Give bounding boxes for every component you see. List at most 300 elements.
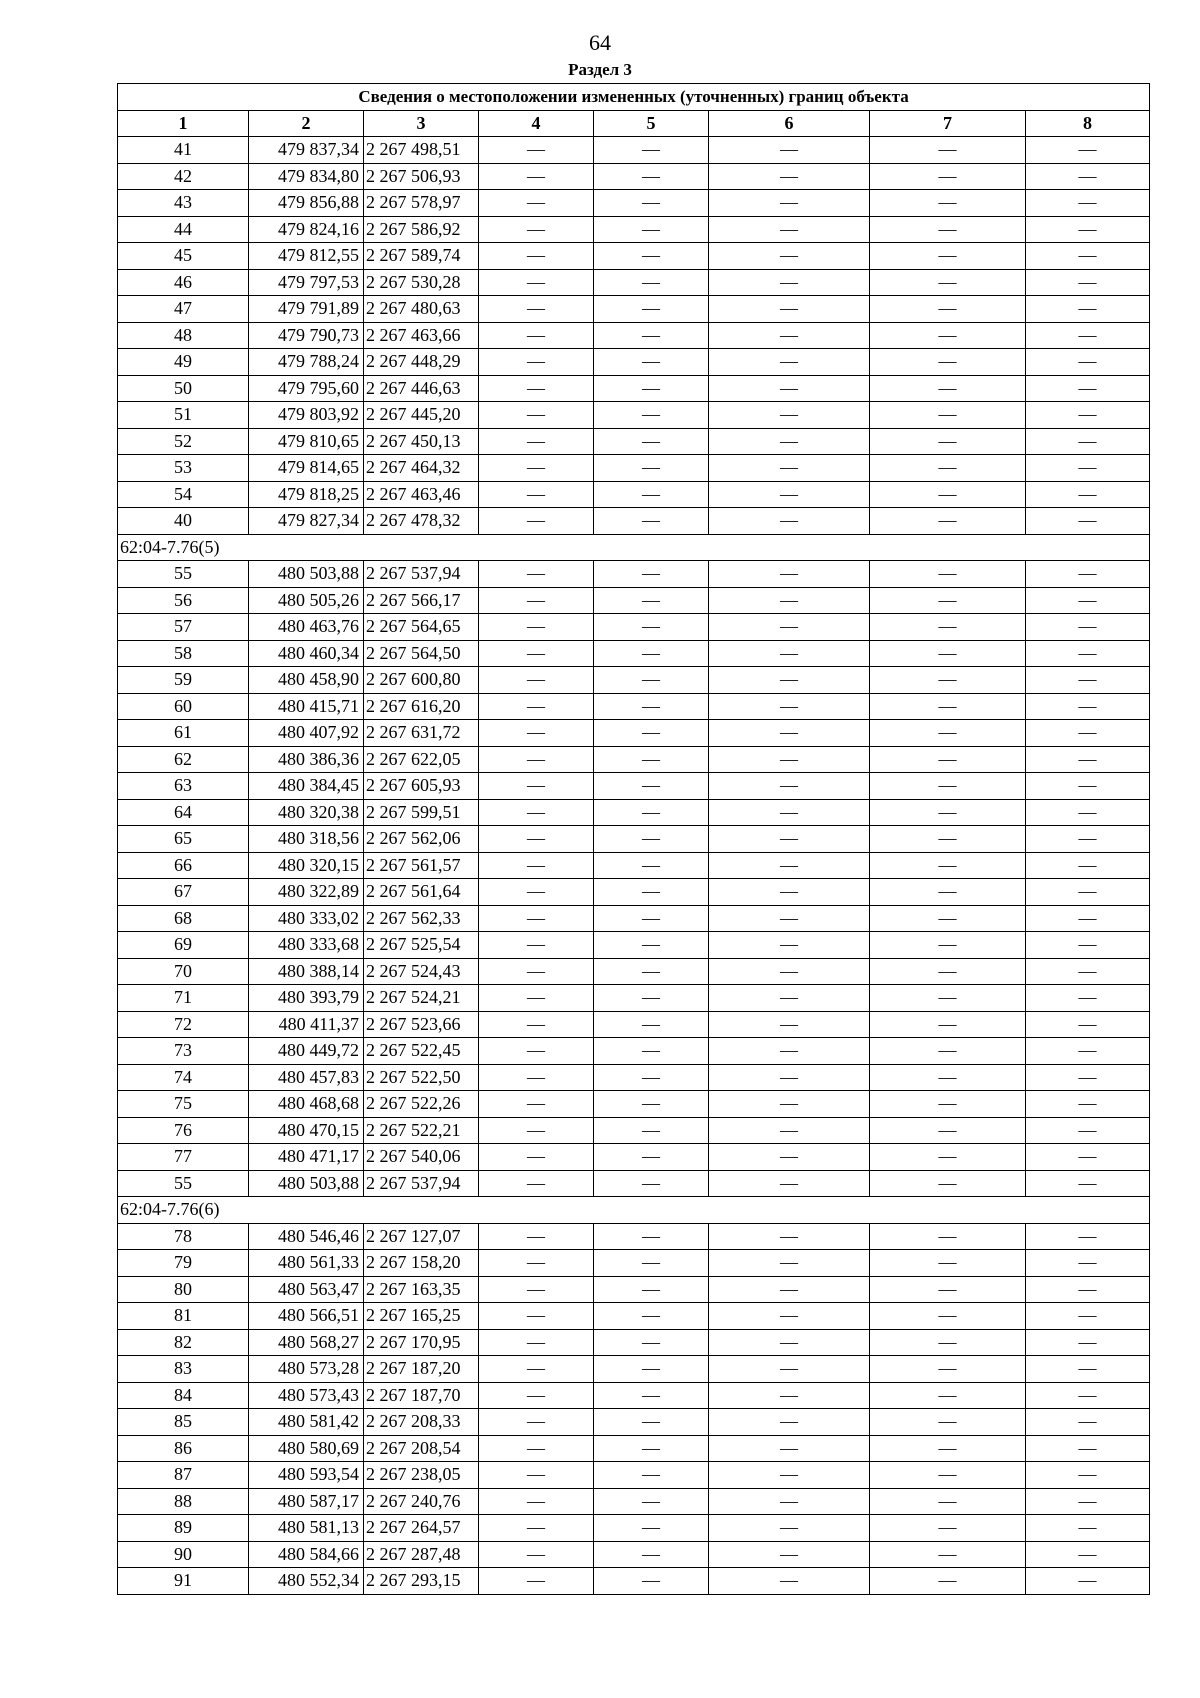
point-number: 74: [118, 1064, 249, 1091]
table-row: [118, 1303, 1150, 1330]
column-header: 4: [479, 110, 594, 137]
empty-value-dash: —: [709, 879, 870, 906]
empty-value-dash: —: [479, 1144, 594, 1171]
table-row: [118, 1250, 1150, 1277]
x-coordinate: 480 573,28: [249, 1356, 364, 1383]
x-coordinate: 480 584,66: [249, 1541, 364, 1568]
y-coordinate: 2 267 464,32: [364, 455, 479, 482]
point-number: 61: [118, 720, 249, 747]
table-row: [118, 349, 1150, 376]
empty-value-dash: —: [594, 720, 709, 747]
empty-value-dash: —: [594, 216, 709, 243]
empty-value-dash: —: [594, 1462, 709, 1489]
empty-value-dash: —: [1026, 508, 1150, 535]
group-header-row: [118, 1197, 1150, 1224]
empty-value-dash: —: [870, 375, 1026, 402]
y-coordinate: 2 267 564,65: [364, 614, 479, 641]
y-coordinate: 2 267 522,50: [364, 1064, 479, 1091]
x-coordinate: 480 333,02: [249, 905, 364, 932]
empty-value-dash: —: [594, 1064, 709, 1091]
empty-value-dash: —: [870, 826, 1026, 853]
empty-value-dash: —: [479, 614, 594, 641]
x-coordinate: 479 797,53: [249, 269, 364, 296]
empty-value-dash: —: [1026, 985, 1150, 1012]
empty-value-dash: —: [479, 1303, 594, 1330]
empty-value-dash: —: [709, 905, 870, 932]
empty-value-dash: —: [1026, 1515, 1150, 1542]
empty-value-dash: —: [594, 905, 709, 932]
x-coordinate: 480 333,68: [249, 932, 364, 959]
point-number: 52: [118, 428, 249, 455]
empty-value-dash: —: [870, 1038, 1026, 1065]
table-row: [118, 428, 1150, 455]
x-coordinate: 480 460,34: [249, 640, 364, 667]
table-row: [118, 587, 1150, 614]
empty-value-dash: —: [1026, 1541, 1150, 1568]
empty-value-dash: —: [594, 1435, 709, 1462]
empty-value-dash: —: [594, 428, 709, 455]
table-row: [118, 216, 1150, 243]
table-row: [118, 1038, 1150, 1065]
coordinates-table: [117, 83, 1150, 1595]
empty-value-dash: —: [594, 349, 709, 376]
empty-value-dash: —: [479, 879, 594, 906]
x-coordinate: 479 788,24: [249, 349, 364, 376]
empty-value-dash: —: [1026, 958, 1150, 985]
empty-value-dash: —: [594, 852, 709, 879]
empty-value-dash: —: [870, 1276, 1026, 1303]
y-coordinate: 2 267 599,51: [364, 799, 479, 826]
empty-value-dash: —: [479, 693, 594, 720]
page-number: 64: [589, 30, 611, 55]
empty-value-dash: —: [870, 163, 1026, 190]
empty-value-dash: —: [709, 508, 870, 535]
empty-value-dash: —: [870, 879, 1026, 906]
x-coordinate: 480 587,17: [249, 1488, 364, 1515]
empty-value-dash: —: [709, 1170, 870, 1197]
table-row: [118, 561, 1150, 588]
empty-value-dash: —: [594, 1382, 709, 1409]
empty-value-dash: —: [1026, 1568, 1150, 1595]
empty-value-dash: —: [594, 402, 709, 429]
table-row: [118, 269, 1150, 296]
point-number: 66: [118, 852, 249, 879]
y-coordinate: 2 267 264,57: [364, 1515, 479, 1542]
empty-value-dash: —: [709, 428, 870, 455]
point-number: 56: [118, 587, 249, 614]
empty-value-dash: —: [709, 1382, 870, 1409]
empty-value-dash: —: [870, 322, 1026, 349]
empty-value-dash: —: [1026, 1488, 1150, 1515]
empty-value-dash: —: [709, 1515, 870, 1542]
point-number: 76: [118, 1117, 249, 1144]
table-row: [118, 1011, 1150, 1038]
x-coordinate: 480 552,34: [249, 1568, 364, 1595]
empty-value-dash: —: [479, 1250, 594, 1277]
y-coordinate: 2 267 562,33: [364, 905, 479, 932]
empty-value-dash: —: [709, 958, 870, 985]
empty-value-dash: —: [870, 269, 1026, 296]
empty-value-dash: —: [870, 693, 1026, 720]
empty-value-dash: —: [594, 1011, 709, 1038]
x-coordinate: 480 393,79: [249, 985, 364, 1012]
empty-value-dash: —: [479, 1382, 594, 1409]
x-coordinate: 480 320,15: [249, 852, 364, 879]
empty-value-dash: —: [479, 402, 594, 429]
y-coordinate: 2 267 540,06: [364, 1144, 479, 1171]
empty-value-dash: —: [709, 1541, 870, 1568]
table-row: [118, 773, 1150, 800]
point-number: 77: [118, 1144, 249, 1171]
x-coordinate: 480 546,46: [249, 1223, 364, 1250]
point-number: 50: [118, 375, 249, 402]
empty-value-dash: —: [479, 216, 594, 243]
y-coordinate: 2 267 446,63: [364, 375, 479, 402]
x-coordinate: 480 318,56: [249, 826, 364, 853]
empty-value-dash: —: [479, 269, 594, 296]
empty-value-dash: —: [594, 746, 709, 773]
table-row: [118, 1541, 1150, 1568]
empty-value-dash: —: [870, 349, 1026, 376]
y-coordinate: 2 267 578,97: [364, 190, 479, 217]
point-number: 55: [118, 1170, 249, 1197]
empty-value-dash: —: [479, 455, 594, 482]
point-number: 54: [118, 481, 249, 508]
empty-value-dash: —: [1026, 587, 1150, 614]
empty-value-dash: —: [479, 1568, 594, 1595]
empty-value-dash: —: [870, 1541, 1026, 1568]
empty-value-dash: —: [594, 1170, 709, 1197]
empty-value-dash: —: [870, 932, 1026, 959]
empty-value-dash: —: [594, 508, 709, 535]
y-coordinate: 2 267 600,80: [364, 667, 479, 694]
table-row: [118, 1409, 1150, 1436]
empty-value-dash: —: [594, 1250, 709, 1277]
x-coordinate: 480 471,17: [249, 1144, 364, 1171]
empty-value-dash: —: [479, 1170, 594, 1197]
x-coordinate: 480 415,71: [249, 693, 364, 720]
table-row: [118, 1356, 1150, 1383]
section-title: Раздел 3: [568, 60, 632, 79]
empty-value-dash: —: [594, 1568, 709, 1595]
parcel-number: 62:04-7.76(6): [118, 1197, 1150, 1224]
y-coordinate: 2 267 589,74: [364, 243, 479, 270]
table-row: [118, 1170, 1150, 1197]
empty-value-dash: —: [479, 1117, 594, 1144]
empty-value-dash: —: [594, 958, 709, 985]
point-number: 71: [118, 985, 249, 1012]
empty-value-dash: —: [709, 985, 870, 1012]
empty-value-dash: —: [594, 879, 709, 906]
empty-value-dash: —: [709, 1409, 870, 1436]
point-number: 85: [118, 1409, 249, 1436]
empty-value-dash: —: [870, 985, 1026, 1012]
table-row: [118, 1276, 1150, 1303]
x-coordinate: 480 573,43: [249, 1382, 364, 1409]
empty-value-dash: —: [870, 481, 1026, 508]
empty-value-dash: —: [479, 1515, 594, 1542]
y-coordinate: 2 267 524,21: [364, 985, 479, 1012]
empty-value-dash: —: [479, 375, 594, 402]
empty-value-dash: —: [870, 296, 1026, 323]
empty-value-dash: —: [1026, 428, 1150, 455]
y-coordinate: 2 267 616,20: [364, 693, 479, 720]
empty-value-dash: —: [709, 1250, 870, 1277]
x-coordinate: 479 791,89: [249, 296, 364, 323]
empty-value-dash: —: [479, 852, 594, 879]
empty-value-dash: —: [1026, 773, 1150, 800]
group-header-row: [118, 534, 1150, 561]
y-coordinate: 2 267 187,20: [364, 1356, 479, 1383]
x-coordinate: 480 463,76: [249, 614, 364, 641]
empty-value-dash: —: [870, 1303, 1026, 1330]
x-coordinate: 480 320,38: [249, 799, 364, 826]
y-coordinate: 2 267 537,94: [364, 1170, 479, 1197]
x-coordinate: 479 814,65: [249, 455, 364, 482]
point-number: 78: [118, 1223, 249, 1250]
x-coordinate: 480 503,88: [249, 1170, 364, 1197]
x-coordinate: 480 593,54: [249, 1462, 364, 1489]
empty-value-dash: —: [1026, 1011, 1150, 1038]
y-coordinate: 2 267 522,21: [364, 1117, 479, 1144]
empty-value-dash: —: [709, 455, 870, 482]
empty-value-dash: —: [870, 1462, 1026, 1489]
y-coordinate: 2 267 478,32: [364, 508, 479, 535]
point-number: 63: [118, 773, 249, 800]
empty-value-dash: —: [479, 1038, 594, 1065]
empty-value-dash: —: [594, 1117, 709, 1144]
empty-value-dash: —: [1026, 1303, 1150, 1330]
x-coordinate: 480 581,42: [249, 1409, 364, 1436]
empty-value-dash: —: [870, 455, 1026, 482]
empty-value-dash: —: [870, 720, 1026, 747]
empty-value-dash: —: [479, 1091, 594, 1118]
point-number: 44: [118, 216, 249, 243]
table-row: [118, 1568, 1150, 1595]
empty-value-dash: —: [479, 137, 594, 164]
empty-value-dash: —: [709, 402, 870, 429]
empty-value-dash: —: [479, 799, 594, 826]
empty-value-dash: —: [479, 428, 594, 455]
empty-value-dash: —: [1026, 720, 1150, 747]
y-coordinate: 2 267 165,25: [364, 1303, 479, 1330]
empty-value-dash: —: [1026, 455, 1150, 482]
empty-value-dash: —: [594, 1303, 709, 1330]
empty-value-dash: —: [870, 1488, 1026, 1515]
empty-value-dash: —: [594, 1409, 709, 1436]
x-coordinate: 480 468,68: [249, 1091, 364, 1118]
empty-value-dash: —: [709, 1091, 870, 1118]
empty-value-dash: —: [1026, 1435, 1150, 1462]
empty-value-dash: —: [479, 481, 594, 508]
empty-value-dash: —: [1026, 1356, 1150, 1383]
empty-value-dash: —: [870, 746, 1026, 773]
table-row: [118, 1488, 1150, 1515]
empty-value-dash: —: [870, 1144, 1026, 1171]
point-number: 82: [118, 1329, 249, 1356]
column-header: 6: [709, 110, 870, 137]
empty-value-dash: —: [479, 1276, 594, 1303]
empty-value-dash: —: [594, 1276, 709, 1303]
empty-value-dash: —: [1026, 1038, 1150, 1065]
empty-value-dash: —: [594, 322, 709, 349]
x-coordinate: 480 561,33: [249, 1250, 364, 1277]
empty-value-dash: —: [594, 826, 709, 853]
x-coordinate: 480 503,88: [249, 561, 364, 588]
empty-value-dash: —: [479, 587, 594, 614]
y-coordinate: 2 267 208,54: [364, 1435, 479, 1462]
x-coordinate: 480 449,72: [249, 1038, 364, 1065]
empty-value-dash: —: [594, 137, 709, 164]
table-row: [118, 693, 1150, 720]
empty-value-dash: —: [1026, 137, 1150, 164]
table-row: [118, 375, 1150, 402]
x-coordinate: 480 581,13: [249, 1515, 364, 1542]
empty-value-dash: —: [1026, 190, 1150, 217]
x-coordinate: 480 505,26: [249, 587, 364, 614]
empty-value-dash: —: [870, 243, 1026, 270]
empty-value-dash: —: [594, 1515, 709, 1542]
empty-value-dash: —: [1026, 693, 1150, 720]
empty-value-dash: —: [870, 587, 1026, 614]
table-row: [118, 508, 1150, 535]
point-number: 43: [118, 190, 249, 217]
point-number: 42: [118, 163, 249, 190]
point-number: 40: [118, 508, 249, 535]
x-coordinate: 479 790,73: [249, 322, 364, 349]
empty-value-dash: —: [709, 296, 870, 323]
point-number: 79: [118, 1250, 249, 1277]
x-coordinate: 480 458,90: [249, 667, 364, 694]
empty-value-dash: —: [1026, 322, 1150, 349]
y-coordinate: 2 267 450,13: [364, 428, 479, 455]
point-number: 91: [118, 1568, 249, 1595]
empty-value-dash: —: [479, 296, 594, 323]
empty-value-dash: —: [1026, 1382, 1150, 1409]
y-coordinate: 2 267 498,51: [364, 137, 479, 164]
x-coordinate: 479 810,65: [249, 428, 364, 455]
empty-value-dash: —: [709, 269, 870, 296]
table-row: [118, 958, 1150, 985]
point-number: 48: [118, 322, 249, 349]
empty-value-dash: —: [870, 1515, 1026, 1542]
x-coordinate: 480 411,37: [249, 1011, 364, 1038]
x-coordinate: 479 827,34: [249, 508, 364, 535]
point-number: 83: [118, 1356, 249, 1383]
table-row: [118, 826, 1150, 853]
empty-value-dash: —: [479, 905, 594, 932]
point-number: 68: [118, 905, 249, 932]
empty-value-dash: —: [479, 561, 594, 588]
y-coordinate: 2 267 463,46: [364, 481, 479, 508]
empty-value-dash: —: [709, 190, 870, 217]
table-row: [118, 137, 1150, 164]
empty-value-dash: —: [870, 561, 1026, 588]
empty-value-dash: —: [709, 561, 870, 588]
point-number: 86: [118, 1435, 249, 1462]
table-row: [118, 1462, 1150, 1489]
empty-value-dash: —: [870, 1409, 1026, 1436]
x-coordinate: 479 837,34: [249, 137, 364, 164]
empty-value-dash: —: [870, 402, 1026, 429]
empty-value-dash: —: [709, 826, 870, 853]
empty-value-dash: —: [594, 985, 709, 1012]
empty-value-dash: —: [1026, 799, 1150, 826]
empty-value-dash: —: [1026, 614, 1150, 641]
empty-value-dash: —: [1026, 1250, 1150, 1277]
empty-value-dash: —: [594, 640, 709, 667]
empty-value-dash: —: [1026, 296, 1150, 323]
empty-value-dash: —: [870, 1011, 1026, 1038]
table-row: [118, 1515, 1150, 1542]
empty-value-dash: —: [709, 481, 870, 508]
empty-value-dash: —: [870, 1382, 1026, 1409]
column-header: 7: [870, 110, 1026, 137]
empty-value-dash: —: [594, 1038, 709, 1065]
x-coordinate: 480 322,89: [249, 879, 364, 906]
parcel-number: 62:04-7.76(5): [118, 534, 1150, 561]
empty-value-dash: —: [479, 1329, 594, 1356]
empty-value-dash: —: [709, 1303, 870, 1330]
x-coordinate: 480 566,51: [249, 1303, 364, 1330]
empty-value-dash: —: [1026, 163, 1150, 190]
empty-value-dash: —: [1026, 1144, 1150, 1171]
empty-value-dash: —: [1026, 879, 1150, 906]
empty-value-dash: —: [479, 349, 594, 376]
table-row: [118, 905, 1150, 932]
empty-value-dash: —: [479, 163, 594, 190]
y-coordinate: 2 267 158,20: [364, 1250, 479, 1277]
point-number: 80: [118, 1276, 249, 1303]
column-header: 8: [1026, 110, 1150, 137]
point-number: 62: [118, 746, 249, 773]
empty-value-dash: —: [709, 799, 870, 826]
point-number: 41: [118, 137, 249, 164]
empty-value-dash: —: [594, 481, 709, 508]
point-number: 60: [118, 693, 249, 720]
empty-value-dash: —: [870, 667, 1026, 694]
y-coordinate: 2 267 448,29: [364, 349, 479, 376]
x-coordinate: 480 580,69: [249, 1435, 364, 1462]
table-row: [118, 1144, 1150, 1171]
empty-value-dash: —: [594, 773, 709, 800]
empty-value-dash: —: [479, 1064, 594, 1091]
empty-value-dash: —: [870, 1250, 1026, 1277]
table-row: [118, 455, 1150, 482]
empty-value-dash: —: [479, 985, 594, 1012]
y-coordinate: 2 267 561,57: [364, 852, 479, 879]
empty-value-dash: —: [870, 428, 1026, 455]
table-row: [118, 640, 1150, 667]
empty-value-dash: —: [709, 932, 870, 959]
y-coordinate: 2 267 561,64: [364, 879, 479, 906]
empty-value-dash: —: [479, 243, 594, 270]
point-number: 46: [118, 269, 249, 296]
empty-value-dash: —: [594, 1541, 709, 1568]
empty-value-dash: —: [709, 1117, 870, 1144]
empty-value-dash: —: [479, 1011, 594, 1038]
point-number: 70: [118, 958, 249, 985]
y-coordinate: 2 267 525,54: [364, 932, 479, 959]
x-coordinate: 480 407,92: [249, 720, 364, 747]
x-coordinate: 480 384,45: [249, 773, 364, 800]
empty-value-dash: —: [479, 508, 594, 535]
y-coordinate: 2 267 566,17: [364, 587, 479, 614]
empty-value-dash: —: [1026, 1223, 1150, 1250]
empty-value-dash: —: [709, 1064, 870, 1091]
empty-value-dash: —: [709, 349, 870, 376]
y-coordinate: 2 267 240,76: [364, 1488, 479, 1515]
